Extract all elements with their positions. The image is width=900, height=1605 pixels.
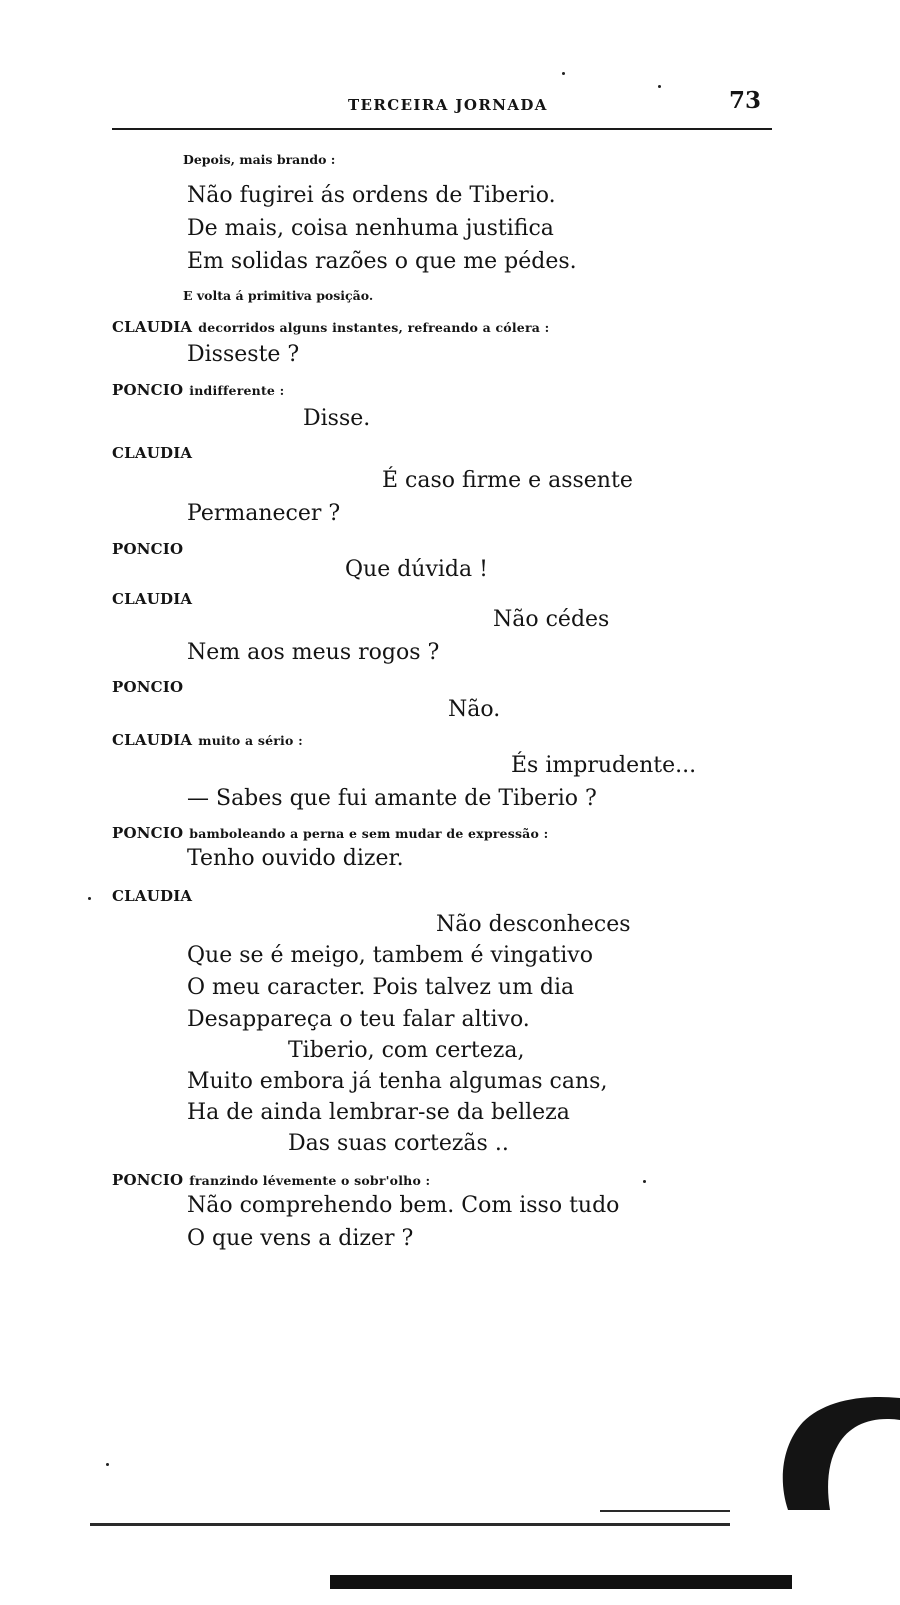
verse-line: Em solidas razões o que me pédes. <box>187 249 577 274</box>
verse-line: Não comprehendo bem. Com isso tudo <box>187 1193 620 1218</box>
verse-line: Não fugirei ás ordens de Tiberio. <box>187 183 556 208</box>
speaker-name: CLAUDIA <box>112 444 193 462</box>
verse-line: Desappareça o teu falar altivo. <box>187 1007 530 1032</box>
scan-line <box>90 1523 730 1526</box>
stage-direction: E volta á primitiva posição. <box>183 288 374 303</box>
speaker-name: PONCIO <box>112 381 184 399</box>
verse-line: De mais, coisa nenhuma justifica <box>187 216 554 241</box>
scan-speck <box>106 1463 109 1466</box>
verse-line: És imprudente... <box>511 753 697 778</box>
speaker-name: CLAUDIA <box>112 590 193 608</box>
speaker-name: CLAUDIA <box>112 731 193 749</box>
scan-line <box>600 1510 730 1512</box>
verse-line: Ha de ainda lembrar-se da belleza <box>187 1100 570 1125</box>
speaker-name: PONCIO <box>112 540 184 558</box>
verse-line: Que se é meigo, tambem é vingativo <box>187 943 593 968</box>
speaker-heading <box>112 824 548 842</box>
ink-blot-mark <box>768 1390 900 1515</box>
verse-line: Não desconheces <box>436 912 631 937</box>
stage-direction: Depois, mais brando : <box>183 152 336 167</box>
scan-bar <box>330 1575 792 1589</box>
header-rule <box>112 128 772 130</box>
verse-line: Disse. <box>303 406 371 431</box>
speaker-name: PONCIO <box>112 678 184 696</box>
verse-line: Não cédes <box>493 607 610 632</box>
speaker-heading <box>112 678 183 696</box>
scan-speck <box>88 897 91 900</box>
speaker-heading <box>112 590 192 608</box>
speaker-direction: franzindo lévemente o sobr'olho : <box>189 1173 431 1188</box>
speaker-heading <box>112 1171 430 1189</box>
verse-line: Muito embora já tenha algumas cans, <box>187 1069 608 1094</box>
verse-line: O que vens a dizer ? <box>187 1226 414 1251</box>
page-number: 73 <box>729 87 762 114</box>
speaker-direction: muito a sério : <box>198 733 303 748</box>
verse-line: Não. <box>448 697 501 722</box>
speaker-heading <box>112 381 284 399</box>
verse-line: Disseste ? <box>187 342 300 367</box>
speaker-name: CLAUDIA <box>112 318 193 336</box>
speaker-heading <box>112 540 183 558</box>
verse-line: Nem aos meus rogos ? <box>187 640 440 665</box>
verse-line: É caso firme e assente <box>382 468 633 493</box>
scan-speck <box>643 1180 646 1183</box>
speaker-heading <box>112 731 303 749</box>
verse-line: O meu caracter. Pois talvez um dia <box>187 975 575 1000</box>
page-header <box>112 85 772 130</box>
verse-line: Tenho ouvido dizer. <box>187 846 404 871</box>
verse-line: Tiberio, com certeza, <box>288 1038 525 1063</box>
verse-line: Que dúvida ! <box>345 557 488 582</box>
verse-line: Das suas cortezãs .. <box>288 1131 509 1156</box>
scan-speck <box>658 85 661 88</box>
speaker-direction: indifferente : <box>189 383 285 398</box>
running-title: TERCEIRA JORNADA <box>348 96 548 114</box>
speaker-direction: bamboleando a perna e sem mudar de expressão : <box>189 826 549 841</box>
speaker-direction: decorridos alguns instantes, refreando a cólera : <box>198 320 550 335</box>
speaker-heading <box>112 887 192 905</box>
speaker-heading <box>112 444 192 462</box>
speaker-name: PONCIO <box>112 1171 184 1189</box>
verse-line: Permanecer ? <box>187 501 341 526</box>
verse-line: — Sabes que fui amante de Tiberio ? <box>187 786 597 811</box>
scan-speck <box>562 72 565 75</box>
speaker-heading <box>112 318 549 336</box>
speaker-name: CLAUDIA <box>112 887 193 905</box>
speaker-name: PONCIO <box>112 824 184 842</box>
